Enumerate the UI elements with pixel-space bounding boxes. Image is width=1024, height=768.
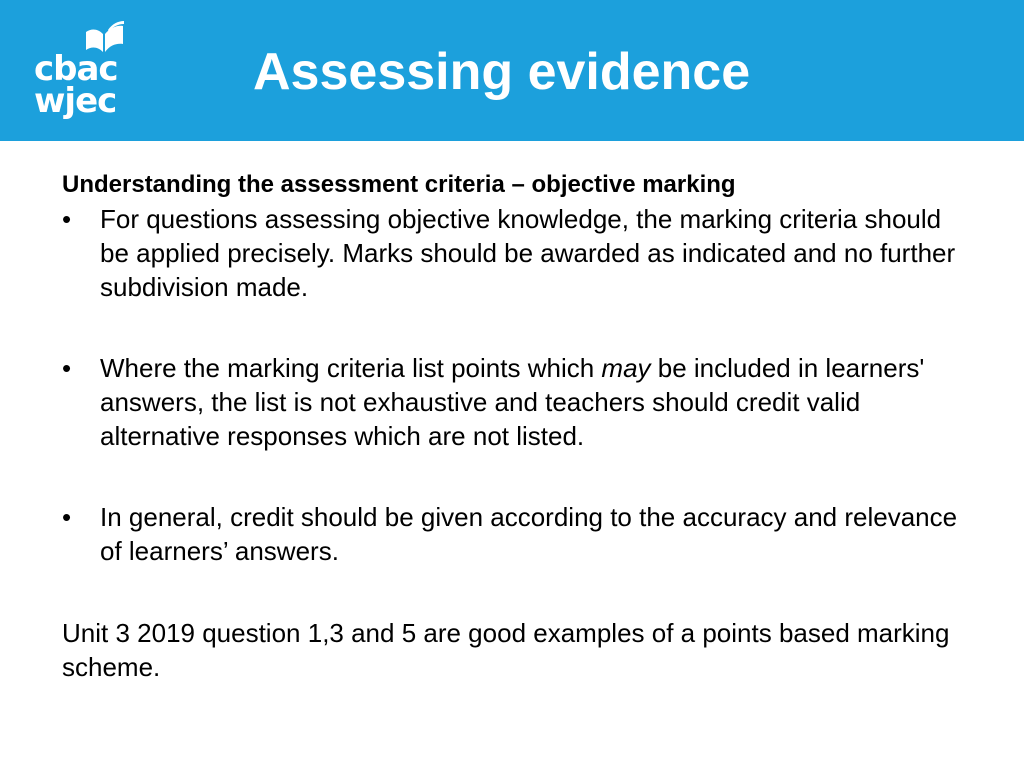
emphasis-text: may — [601, 353, 651, 383]
cbac-wjec-logo — [34, 20, 130, 120]
bullet-marker: • — [62, 353, 72, 383]
bullet-marker: • — [62, 204, 72, 234]
bullet-item — [62, 351, 962, 453]
bullet-list — [62, 202, 962, 568]
subheading: Understanding the assessment criteria – objective marking — [62, 171, 736, 198]
slide-title: Assessing evidence — [253, 43, 751, 101]
bullet-marker: • — [62, 502, 72, 532]
closing-paragraph: Unit 3 2019 question 1,3 and 5 are good examples of a points based marking scheme. — [62, 618, 950, 682]
bullet-item — [62, 500, 962, 568]
bullet-text — [100, 353, 924, 451]
header-bar — [0, 0, 1024, 141]
bullet-text-end: be included in learners' answers, the list is not exhaustive and teachers should credit valid alternative responses which are not listed. — [100, 353, 925, 451]
bullet-item — [62, 202, 962, 304]
slide-content — [62, 168, 962, 684]
bullet-text: For questions assessing objective knowledge, the marking criteria should be applied precisely. Marks should be awarded as indicated and no further subdivision made. — [100, 204, 956, 302]
bullet-text: In general, credit should be given according to the accuracy and relevance of learners’ answers. — [100, 502, 958, 566]
logo-text-wjec: wjec — [34, 81, 117, 121]
bullet-text-start: Where the marking criteria list points which — [100, 353, 602, 383]
logo-text-cbac: cbac — [34, 49, 118, 89]
